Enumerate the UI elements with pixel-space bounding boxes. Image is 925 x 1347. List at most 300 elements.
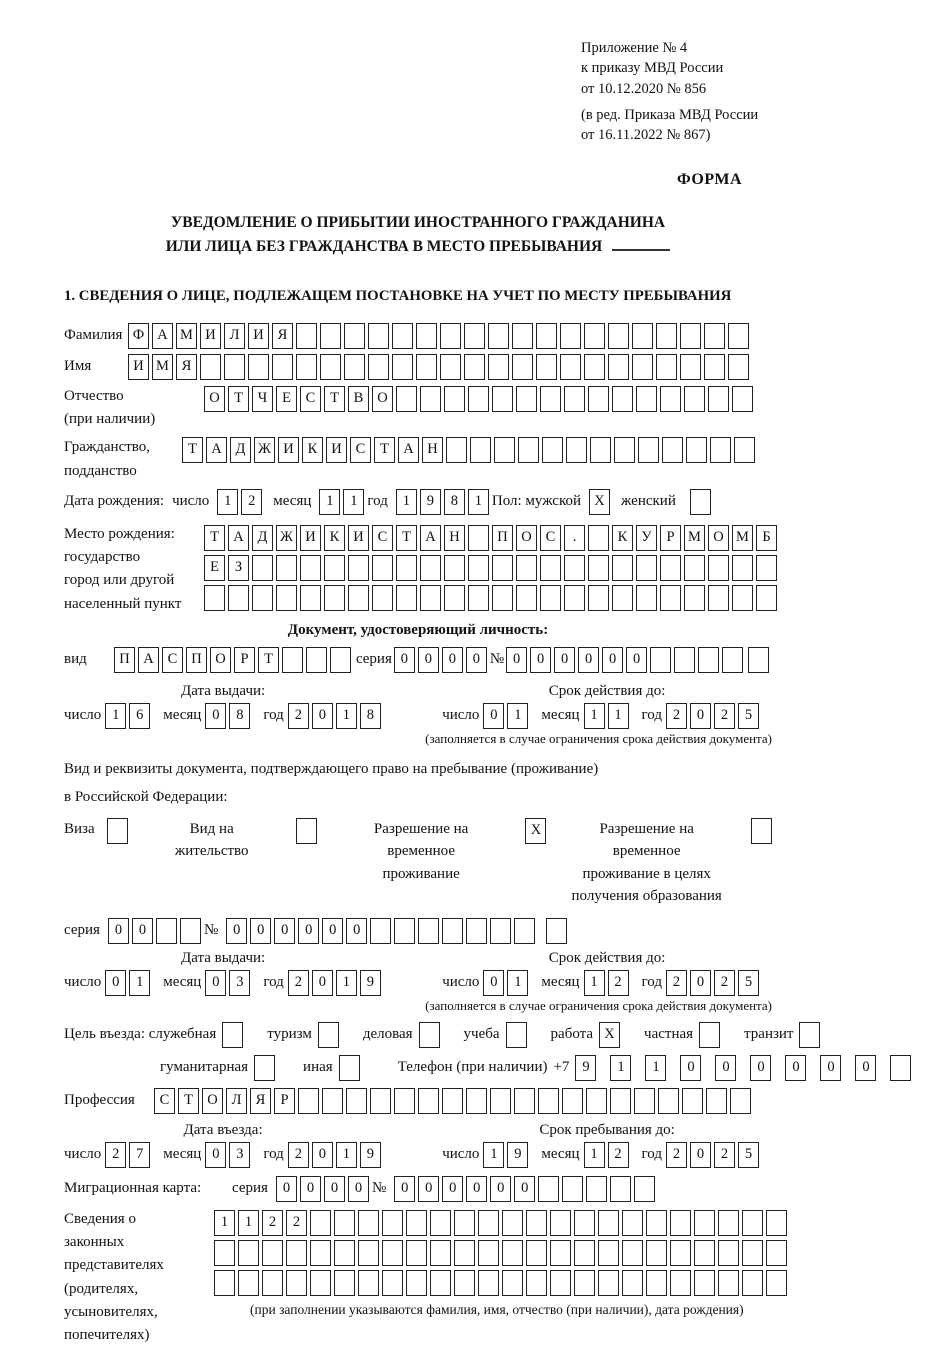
form-cell[interactable]	[574, 1210, 595, 1236]
form-cell[interactable]: Я	[176, 354, 197, 380]
form-cell[interactable]	[658, 1088, 679, 1114]
form-cell[interactable]: И	[300, 525, 321, 551]
form-cell[interactable]	[560, 323, 581, 349]
form-cell[interactable]: 0	[442, 1176, 463, 1202]
form-cell[interactable]	[588, 555, 609, 581]
form-cell[interactable]: Ф	[128, 323, 149, 349]
form-cell[interactable]	[708, 585, 729, 611]
form-cell[interactable]: К	[612, 525, 633, 551]
form-cell[interactable]	[660, 555, 681, 581]
form-cell[interactable]	[494, 437, 515, 463]
form-cell[interactable]	[608, 323, 629, 349]
form-cell[interactable]: Ч	[252, 386, 273, 412]
form-cell[interactable]	[248, 354, 269, 380]
form-cell[interactable]: 0	[690, 703, 711, 729]
form-cell[interactable]	[718, 1210, 739, 1236]
form-cell[interactable]	[646, 1240, 667, 1266]
form-cell[interactable]	[430, 1210, 451, 1236]
form-cell[interactable]	[382, 1270, 403, 1296]
form-cell[interactable]	[636, 585, 657, 611]
form-cell[interactable]	[622, 1240, 643, 1266]
form-cell[interactable]	[454, 1270, 475, 1296]
form-cell[interactable]: С	[372, 525, 393, 551]
form-cell[interactable]	[444, 386, 465, 412]
form-cell[interactable]: 0	[820, 1055, 841, 1081]
sex-male-checkbox[interactable]	[589, 489, 613, 515]
form-cell[interactable]: 2	[608, 1142, 629, 1168]
form-cell[interactable]: 0	[132, 918, 153, 944]
name-boxes[interactable]	[128, 354, 752, 380]
form-cell[interactable]	[406, 1240, 427, 1266]
purpose-business-checkbox[interactable]	[419, 1022, 454, 1048]
form-cell[interactable]	[670, 1270, 691, 1296]
form-cell[interactable]	[344, 323, 365, 349]
form-cell[interactable]: О	[202, 1088, 223, 1114]
doc-valid-day-boxes[interactable]	[483, 703, 531, 729]
form-cell[interactable]	[680, 323, 701, 349]
form-cell[interactable]: 9	[575, 1055, 596, 1081]
form-cell[interactable]: А	[420, 525, 441, 551]
form-cell[interactable]	[646, 1210, 667, 1236]
form-cell[interactable]: 1	[214, 1210, 235, 1236]
permit-number-boxes[interactable]	[226, 918, 538, 944]
purpose-study-checkbox[interactable]	[506, 1022, 541, 1048]
form-cell[interactable]	[200, 354, 221, 380]
form-cell[interactable]	[646, 1270, 667, 1296]
form-cell[interactable]: И	[326, 437, 347, 463]
form-cell[interactable]	[586, 1088, 607, 1114]
form-cell[interactable]	[680, 354, 701, 380]
form-cell[interactable]	[590, 437, 611, 463]
form-cell[interactable]	[502, 1210, 523, 1236]
entry-day-boxes[interactable]	[105, 1142, 153, 1168]
form-cell[interactable]	[490, 918, 511, 944]
form-cell[interactable]: 0	[274, 918, 295, 944]
form-cell[interactable]: Н	[422, 437, 443, 463]
form-cell[interactable]: 0	[205, 970, 226, 996]
form-cell[interactable]	[598, 1240, 619, 1266]
form-cell[interactable]	[339, 1055, 360, 1081]
form-cell[interactable]	[394, 918, 415, 944]
form-cell[interactable]	[492, 386, 513, 412]
form-cell[interactable]: 0	[578, 647, 599, 673]
migration-series-boxes[interactable]	[276, 1176, 372, 1202]
form-cell[interactable]	[612, 386, 633, 412]
form-cell[interactable]: 0	[442, 647, 463, 673]
purpose-work-checkbox[interactable]	[599, 1022, 634, 1048]
form-cell[interactable]	[756, 585, 777, 611]
form-cell[interactable]: Д	[252, 525, 273, 551]
form-cell[interactable]	[272, 354, 293, 380]
form-cell[interactable]: 1	[129, 970, 150, 996]
surname-boxes[interactable]	[128, 323, 752, 349]
form-cell[interactable]	[222, 1022, 243, 1048]
form-cell[interactable]	[694, 1240, 715, 1266]
form-cell[interactable]	[470, 437, 491, 463]
form-cell[interactable]: 8	[360, 703, 381, 729]
form-cell[interactable]	[728, 323, 749, 349]
form-cell[interactable]	[722, 647, 743, 673]
form-cell[interactable]: 0	[680, 1055, 701, 1081]
form-cell[interactable]	[492, 585, 513, 611]
form-cell[interactable]	[348, 585, 369, 611]
form-cell[interactable]: 0	[418, 1176, 439, 1202]
form-cell[interactable]	[358, 1270, 379, 1296]
permit-valid-day-boxes[interactable]	[483, 970, 531, 996]
form-cell[interactable]	[732, 555, 753, 581]
form-cell[interactable]: Р	[660, 525, 681, 551]
form-cell[interactable]: 1	[584, 703, 605, 729]
form-cell[interactable]	[368, 323, 389, 349]
form-cell[interactable]: П	[114, 647, 135, 673]
form-cell[interactable]: 0	[298, 918, 319, 944]
form-cell[interactable]	[550, 1210, 571, 1236]
form-cell[interactable]	[478, 1270, 499, 1296]
form-cell[interactable]	[396, 386, 417, 412]
form-cell[interactable]: О	[204, 386, 225, 412]
form-cell[interactable]: 1	[483, 1142, 504, 1168]
form-cell[interactable]	[588, 525, 609, 551]
form-cell[interactable]	[320, 354, 341, 380]
form-cell[interactable]	[742, 1270, 763, 1296]
form-cell[interactable]	[538, 1176, 559, 1202]
form-cell[interactable]	[254, 1055, 275, 1081]
form-cell[interactable]: 0	[626, 647, 647, 673]
form-cell[interactable]	[442, 1088, 463, 1114]
form-cell[interactable]	[468, 525, 489, 551]
form-cell[interactable]	[396, 585, 417, 611]
form-cell[interactable]	[286, 1270, 307, 1296]
form-cell[interactable]: 2	[288, 1142, 309, 1168]
form-cell[interactable]	[416, 323, 437, 349]
form-cell[interactable]: Л	[224, 323, 245, 349]
form-cell[interactable]	[368, 354, 389, 380]
entry-month-boxes[interactable]	[205, 1142, 253, 1168]
form-cell[interactable]	[372, 555, 393, 581]
form-cell[interactable]	[564, 555, 585, 581]
form-cell[interactable]	[560, 354, 581, 380]
form-cell[interactable]	[718, 1240, 739, 1266]
form-cell[interactable]	[506, 1022, 527, 1048]
form-cell[interactable]	[286, 1240, 307, 1266]
doc-number-boxes[interactable]	[506, 647, 746, 673]
form-cell[interactable]: О	[210, 647, 231, 673]
form-cell[interactable]: Т	[258, 647, 279, 673]
form-cell[interactable]	[344, 354, 365, 380]
stay-day-boxes[interactable]	[483, 1142, 531, 1168]
form-cell[interactable]	[440, 354, 461, 380]
form-cell[interactable]: И	[348, 525, 369, 551]
form-cell[interactable]	[420, 555, 441, 581]
form-cell[interactable]	[346, 1088, 367, 1114]
form-cell[interactable]: 1	[336, 970, 357, 996]
form-cell[interactable]	[358, 1240, 379, 1266]
purpose-transit-checkbox[interactable]	[799, 1022, 834, 1048]
form-cell[interactable]	[446, 437, 467, 463]
form-cell[interactable]	[636, 555, 657, 581]
form-cell[interactable]	[550, 1240, 571, 1266]
form-cell[interactable]	[670, 1210, 691, 1236]
residence-permit-checkbox[interactable]	[288, 818, 317, 844]
form-cell[interactable]	[584, 323, 605, 349]
form-cell[interactable]: П	[492, 525, 513, 551]
form-cell[interactable]	[298, 1088, 319, 1114]
form-cell[interactable]: 0	[750, 1055, 771, 1081]
form-cell[interactable]: Т	[324, 386, 345, 412]
form-cell[interactable]	[634, 1088, 655, 1114]
form-cell[interactable]: Е	[276, 386, 297, 412]
form-cell[interactable]	[708, 386, 729, 412]
form-cell[interactable]	[636, 386, 657, 412]
form-cell[interactable]	[546, 918, 567, 944]
form-cell[interactable]: Б	[756, 525, 777, 551]
form-cell[interactable]: 1	[343, 489, 364, 515]
form-cell[interactable]	[710, 437, 731, 463]
form-cell[interactable]	[276, 585, 297, 611]
form-cell[interactable]: 0	[690, 970, 711, 996]
form-cell[interactable]: И	[248, 323, 269, 349]
form-cell[interactable]: Т	[396, 525, 417, 551]
form-cell[interactable]: О	[516, 525, 537, 551]
form-cell[interactable]: В	[348, 386, 369, 412]
form-cell[interactable]: 0	[312, 1142, 333, 1168]
form-cell[interactable]	[614, 437, 635, 463]
form-cell[interactable]	[660, 386, 681, 412]
form-cell[interactable]: 1	[319, 489, 340, 515]
form-cell[interactable]: 0	[324, 1176, 345, 1202]
purpose-other-checkbox[interactable]	[339, 1055, 374, 1081]
form-cell[interactable]: .	[564, 525, 585, 551]
form-cell[interactable]: 0	[394, 647, 415, 673]
form-cell[interactable]: 2	[666, 1142, 687, 1168]
form-cell[interactable]	[300, 585, 321, 611]
form-cell[interactable]	[732, 585, 753, 611]
form-cell[interactable]	[742, 1240, 763, 1266]
form-cell[interactable]: А	[398, 437, 419, 463]
form-cell[interactable]	[318, 1022, 339, 1048]
form-cell[interactable]	[730, 1088, 751, 1114]
form-cell[interactable]	[454, 1210, 475, 1236]
form-cell[interactable]: 6	[129, 703, 150, 729]
form-cell[interactable]: 0	[530, 647, 551, 673]
form-cell[interactable]	[370, 1088, 391, 1114]
form-cell[interactable]	[418, 918, 439, 944]
doc-issue-year-boxes[interactable]	[288, 703, 384, 729]
form-cell[interactable]	[686, 437, 707, 463]
form-cell[interactable]	[282, 647, 303, 673]
form-cell[interactable]	[610, 1176, 631, 1202]
citizenship-boxes[interactable]	[182, 437, 758, 463]
form-cell[interactable]	[276, 555, 297, 581]
form-cell[interactable]: 0	[483, 703, 504, 729]
birthplace-boxes-row2[interactable]	[204, 555, 780, 581]
sex-female-checkbox[interactable]	[690, 489, 714, 515]
form-cell[interactable]: 0	[105, 970, 126, 996]
form-cell[interactable]: П	[186, 647, 207, 673]
permit-valid-year-boxes[interactable]	[666, 970, 762, 996]
stay-month-boxes[interactable]	[584, 1142, 632, 1168]
birth-month-boxes[interactable]	[319, 489, 367, 515]
form-cell[interactable]	[488, 354, 509, 380]
form-cell[interactable]	[502, 1240, 523, 1266]
purpose-humanitarian-checkbox[interactable]	[254, 1055, 289, 1081]
form-cell[interactable]	[684, 555, 705, 581]
form-cell[interactable]	[516, 386, 537, 412]
form-cell[interactable]	[526, 1240, 547, 1266]
form-cell[interactable]: 2	[288, 970, 309, 996]
form-cell[interactable]	[419, 1022, 440, 1048]
visa-checkbox[interactable]	[99, 818, 128, 844]
form-cell[interactable]: Т	[182, 437, 203, 463]
form-cell[interactable]: М	[152, 354, 173, 380]
form-cell[interactable]	[252, 555, 273, 581]
form-cell[interactable]	[228, 585, 249, 611]
form-cell[interactable]	[396, 555, 417, 581]
form-cell[interactable]	[598, 1210, 619, 1236]
form-cell[interactable]	[214, 1240, 235, 1266]
form-cell[interactable]: И	[128, 354, 149, 380]
doc-valid-month-boxes[interactable]	[584, 703, 632, 729]
doc-number-extra-box[interactable]	[748, 647, 772, 673]
form-cell[interactable]	[490, 1088, 511, 1114]
form-cell[interactable]	[540, 555, 561, 581]
form-cell[interactable]: Т	[204, 525, 225, 551]
permit-issue-day-boxes[interactable]	[105, 970, 153, 996]
form-cell[interactable]: 0	[346, 918, 367, 944]
form-cell[interactable]: 0	[506, 647, 527, 673]
form-cell[interactable]	[584, 354, 605, 380]
title-underline-blank[interactable]	[612, 237, 670, 251]
form-cell[interactable]	[538, 1088, 559, 1114]
birth-day-boxes[interactable]	[217, 489, 265, 515]
form-cell[interactable]	[732, 386, 753, 412]
form-cell[interactable]: К	[324, 525, 345, 551]
form-cell[interactable]	[334, 1210, 355, 1236]
form-cell[interactable]: 0	[300, 1176, 321, 1202]
form-cell[interactable]: 0	[322, 918, 343, 944]
form-cell[interactable]	[610, 1088, 631, 1114]
form-cell[interactable]: Т	[178, 1088, 199, 1114]
form-cell[interactable]: 0	[226, 918, 247, 944]
form-cell[interactable]	[632, 323, 653, 349]
form-cell[interactable]	[430, 1240, 451, 1266]
form-cell[interactable]	[514, 918, 535, 944]
form-cell[interactable]	[890, 1055, 911, 1081]
form-cell[interactable]: Л	[226, 1088, 247, 1114]
representatives-boxes-row2[interactable]	[214, 1240, 790, 1266]
form-cell[interactable]	[694, 1210, 715, 1236]
form-cell[interactable]: 3	[229, 1142, 250, 1168]
form-cell[interactable]	[324, 555, 345, 581]
form-cell[interactable]	[440, 323, 461, 349]
form-cell[interactable]: 0	[276, 1176, 297, 1202]
form-cell[interactable]	[394, 1088, 415, 1114]
form-cell[interactable]	[622, 1210, 643, 1236]
form-cell[interactable]: X	[589, 489, 610, 515]
form-cell[interactable]: 0	[312, 970, 333, 996]
birth-year-boxes[interactable]	[396, 489, 492, 515]
doc-series-boxes[interactable]	[394, 647, 490, 673]
form-cell[interactable]: С	[154, 1088, 175, 1114]
form-cell[interactable]: 9	[507, 1142, 528, 1168]
form-cell[interactable]: 0	[394, 1176, 415, 1202]
form-cell[interactable]	[574, 1270, 595, 1296]
form-cell[interactable]	[518, 437, 539, 463]
form-cell[interactable]	[296, 323, 317, 349]
form-cell[interactable]	[526, 1210, 547, 1236]
form-cell[interactable]	[662, 437, 683, 463]
form-cell[interactable]	[392, 354, 413, 380]
form-cell[interactable]	[430, 1270, 451, 1296]
form-cell[interactable]	[622, 1270, 643, 1296]
form-cell[interactable]: 0	[514, 1176, 535, 1202]
form-cell[interactable]	[550, 1270, 571, 1296]
doc-issue-day-boxes[interactable]	[105, 703, 153, 729]
purpose-tourism-checkbox[interactable]	[318, 1022, 353, 1048]
form-cell[interactable]	[718, 1270, 739, 1296]
form-cell[interactable]	[306, 647, 327, 673]
form-cell[interactable]: 0	[785, 1055, 806, 1081]
form-cell[interactable]	[564, 585, 585, 611]
form-cell[interactable]	[224, 354, 245, 380]
form-cell[interactable]	[454, 1240, 475, 1266]
form-cell[interactable]: 0	[490, 1176, 511, 1202]
form-cell[interactable]: 7	[129, 1142, 150, 1168]
form-cell[interactable]: 0	[348, 1176, 369, 1202]
profession-boxes[interactable]	[154, 1088, 754, 1114]
temp-residence-edu-checkbox[interactable]	[743, 818, 772, 844]
form-cell[interactable]	[690, 489, 711, 515]
form-cell[interactable]: И	[278, 437, 299, 463]
temp-residence-checkbox[interactable]	[517, 818, 546, 844]
form-cell[interactable]: И	[200, 323, 221, 349]
purpose-official-checkbox[interactable]	[222, 1022, 257, 1048]
form-cell[interactable]: 1	[217, 489, 238, 515]
form-cell[interactable]: 1	[584, 970, 605, 996]
form-cell[interactable]: А	[206, 437, 227, 463]
form-cell[interactable]: С	[162, 647, 183, 673]
form-cell[interactable]	[566, 437, 587, 463]
form-cell[interactable]: 2	[714, 1142, 735, 1168]
form-cell[interactable]: 5	[738, 703, 759, 729]
form-cell[interactable]	[588, 386, 609, 412]
doc-valid-year-boxes[interactable]	[666, 703, 762, 729]
form-cell[interactable]	[214, 1270, 235, 1296]
form-cell[interactable]: У	[636, 525, 657, 551]
form-cell[interactable]	[488, 323, 509, 349]
form-cell[interactable]	[322, 1088, 343, 1114]
form-cell[interactable]: А	[138, 647, 159, 673]
form-cell[interactable]: 2	[288, 703, 309, 729]
form-cell[interactable]	[156, 918, 177, 944]
form-cell[interactable]	[320, 323, 341, 349]
form-cell[interactable]	[372, 585, 393, 611]
form-cell[interactable]	[612, 555, 633, 581]
form-cell[interactable]	[799, 1022, 820, 1048]
form-cell[interactable]	[466, 1088, 487, 1114]
form-cell[interactable]: 1	[507, 703, 528, 729]
form-cell[interactable]	[468, 585, 489, 611]
form-cell[interactable]: Р	[234, 647, 255, 673]
form-cell[interactable]	[392, 323, 413, 349]
form-cell[interactable]	[382, 1240, 403, 1266]
form-cell[interactable]	[708, 555, 729, 581]
form-cell[interactable]: 8	[444, 489, 465, 515]
form-cell[interactable]: 1	[468, 489, 489, 515]
form-cell[interactable]	[674, 647, 695, 673]
form-cell[interactable]: М	[684, 525, 705, 551]
form-cell[interactable]	[766, 1240, 787, 1266]
